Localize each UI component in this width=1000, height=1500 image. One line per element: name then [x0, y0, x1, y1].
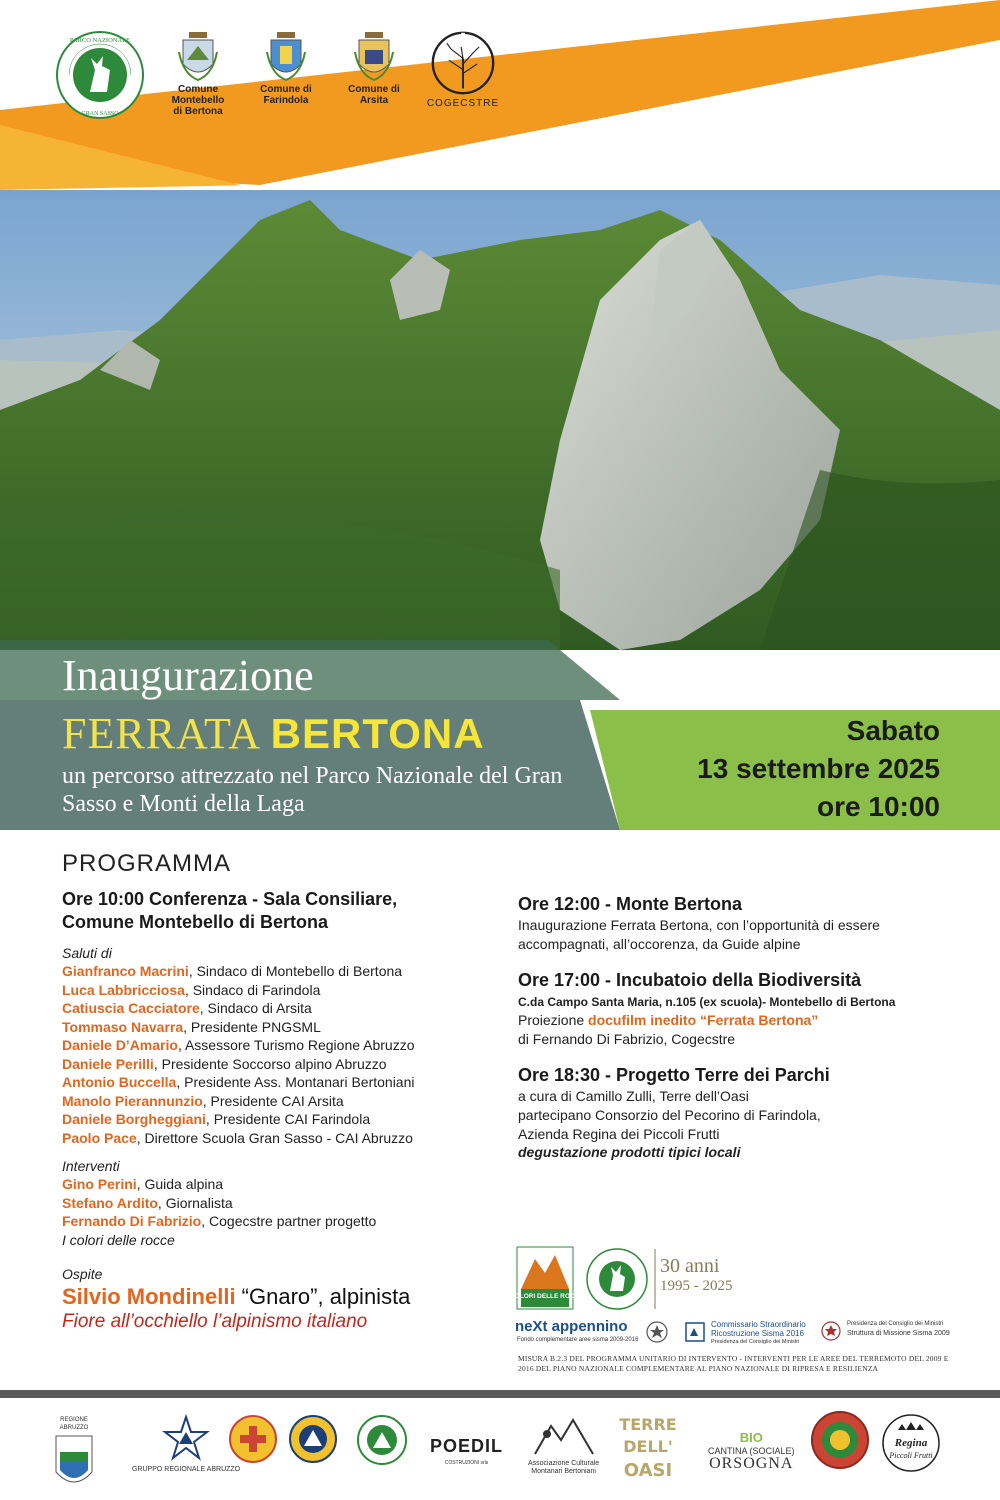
- title-ferrata-bertona: [62, 708, 485, 759]
- saluti-role: , Presidente CAI Arsita: [202, 1092, 344, 1109]
- regione-label: REGIONE ABRUZZO: [59, 1417, 89, 1431]
- partner-comune-farindola: [251, 30, 321, 106]
- scuola-gran-sasso-icon: [288, 1414, 338, 1464]
- saluti-name: Daniele Perilli: [62, 1055, 154, 1072]
- saluti-item: [62, 1055, 492, 1074]
- park-logo: [55, 30, 145, 125]
- event-1700-pre: Proiezione: [518, 1012, 589, 1028]
- ospite-name-rest: “Gnaro”, alpinista: [235, 1283, 411, 1309]
- colori-rocce-text: I COLORI DELLE ROCCE: [506, 1293, 584, 1300]
- saluti-name: Manolo Pierannunzio: [62, 1092, 203, 1109]
- pecorino-seal-icon: [810, 1410, 870, 1470]
- commissario-line-3: Presidenza del Consiglio dei Ministri: [711, 1339, 800, 1345]
- header: [0, 0, 1000, 190]
- comune-montebello-label: Comune Montebello di Bertona: [171, 84, 225, 117]
- saluti-item: [62, 1018, 492, 1037]
- poedil-text: POEDIL: [430, 1436, 504, 1456]
- saluti-role: , Presidente CAI Farindola: [205, 1111, 371, 1127]
- title-inaugurazione: Inaugurazione: [62, 651, 314, 700]
- saluti-list: [62, 962, 492, 1147]
- presidenza-emblem-icon: [820, 1320, 842, 1342]
- montebello-crest-icon: [177, 30, 219, 82]
- cantina-line-1: CANTINA (SOCIALE): [708, 1446, 795, 1456]
- cantina-line-2: ORSOGNA: [709, 1455, 794, 1472]
- interventi-list: [62, 1175, 492, 1231]
- ospite-label: Ospite: [62, 1265, 103, 1282]
- interventi-role: , Cogecstre partner progetto: [201, 1213, 377, 1229]
- partner-green-logo: [356, 1414, 408, 1466]
- saluti-role: , Sindaco di Farindola: [184, 981, 321, 998]
- comune-farindola-label: Comune di Farindola: [260, 84, 312, 106]
- anniversary-logos: [506, 1245, 955, 1315]
- event-1830-line-3: Azienda Regina dei Piccoli Frutti: [518, 1126, 720, 1142]
- poedil-sub: COSTRUZIONI srls: [444, 1460, 489, 1466]
- title-bertona: BERTONA: [270, 710, 485, 757]
- saluti-role: , Sindaco di Arsita: [199, 1000, 312, 1016]
- soccorso-alpino-icon: [228, 1414, 278, 1464]
- event-1700-title: Ore 17:00 - Incubatoio della Biodiversità: [518, 970, 862, 990]
- anniversary-30-anni: 30 anni: [660, 1255, 720, 1277]
- saluti-name: Luca Labbricciosa: [62, 981, 185, 998]
- ospite-description: Fiore all’occhiello l’alpinismo italiano: [62, 1310, 368, 1332]
- comune-arsita-label: Comune di Arsita: [348, 84, 400, 106]
- park-chamois-icon: [55, 30, 145, 120]
- event-1830-title: Ore 18:30 - Progetto Terre dei Parchi: [518, 1065, 830, 1085]
- cantina-bio-icon: BIO: [739, 1430, 763, 1445]
- next-appennino-logo: neXt appennino: [515, 1318, 628, 1335]
- saluti-role: , Assessore Turismo Regione Abruzzo: [177, 1037, 415, 1053]
- program-left-column: [62, 888, 492, 1333]
- svg-text:DELL': DELL': [623, 1437, 673, 1456]
- interventi-item: [62, 1175, 492, 1194]
- italian-emblem-icon: [645, 1320, 669, 1344]
- saluti-name: Catiuscia Cacciatore: [62, 1000, 200, 1016]
- funding-logos: [515, 1318, 965, 1346]
- terre-oasi-icon: [612, 1408, 684, 1484]
- event-1200-text-1: Inaugurazione Ferrata Bertona, con l’opportunità di essere: [518, 917, 880, 933]
- svg-text:Regina: Regina: [894, 1437, 928, 1449]
- saluti-name: Daniele D’Amario: [62, 1037, 178, 1053]
- interventi-name: Stefano Ardito: [62, 1194, 158, 1211]
- soccorso-alpino-logo: [228, 1414, 278, 1464]
- svg-text:Piccoli Frutti: Piccoli Frutti: [889, 1451, 933, 1460]
- saluti-role: , Direttore Scuola Gran Sasso - CAI Abruzzo: [136, 1129, 413, 1146]
- event-1830-line-1: a cura di Camillo Zulli, Terre dell’Oasi: [518, 1088, 749, 1104]
- saluti-item: [62, 1129, 492, 1148]
- cogecstre-tree-icon: [430, 30, 496, 96]
- commissario-line-2: Ricostruzione Sisma 2016: [711, 1329, 804, 1338]
- pecorino-farindola-logo: [810, 1410, 870, 1470]
- partner-comune-montebello: [163, 30, 233, 117]
- partner-cogecstre: [427, 30, 499, 109]
- cantina-orsogna-logo: [708, 1430, 795, 1473]
- regione-abruzzo-icon: [52, 1432, 96, 1492]
- saluti-role: , Presidente PNGSML: [183, 1018, 321, 1035]
- event-date: [697, 712, 940, 826]
- park-30-logo: [587, 1249, 647, 1309]
- date-day: Sabato: [846, 715, 940, 746]
- event-1830-line-2: partecipano Consorzio del Pecorino di Farindola,: [518, 1107, 821, 1123]
- misura-text: MISURA B.2.3 DEL PROGRAMMA UNITARIO DI INTERVENTO - INTERVENTI PER LE AREE DEL TERREMOTO DEL 2009 E 2016 DEL PIANO NAZIONALE COMPLEMENTARE AL PIANO NAZIONALE DI RIPRESA E RESILIENZA: [518, 1354, 949, 1373]
- anniversary-years: 1995 - 2025: [660, 1278, 733, 1294]
- next-appennino-sub: Fondo complementare aree sisma 2009-2016: [517, 1337, 639, 1343]
- ospite-name: [62, 1283, 492, 1311]
- program-heading: PROGRAMMA: [62, 850, 232, 877]
- saluti-name: Daniele Borgheggiani: [62, 1111, 206, 1127]
- saluti-name: Gianfranco Macrini: [62, 963, 189, 979]
- program-right-column: [518, 893, 958, 1160]
- regina-crown-icon: [880, 1412, 942, 1474]
- montanari-mountains-icon: [533, 1414, 595, 1458]
- interventi-name: Gino Perini: [62, 1176, 137, 1192]
- regina-piccoli-frutti-logo: [880, 1412, 942, 1474]
- saluti-role: , Presidente Ass. Montanari Bertoniani: [176, 1074, 415, 1090]
- cai-star-icon: [161, 1414, 211, 1464]
- date-date: 13 settembre 2025: [697, 753, 940, 784]
- svg-text:TERRE: TERRE: [619, 1415, 677, 1434]
- interventi-name: Fernando Di Fabrizio: [62, 1213, 202, 1229]
- terre-oasi-logo: [612, 1408, 684, 1484]
- partner-logos: [55, 30, 499, 130]
- saluti-label: Saluti di: [62, 945, 112, 961]
- saluti-role: , Presidente Soccorso alpino Abruzzo: [153, 1055, 387, 1072]
- arsita-crest-icon: [353, 30, 395, 82]
- interventi-item: [62, 1212, 492, 1231]
- saluti-name: Tommaso Navarra: [62, 1018, 184, 1035]
- saluti-item: [62, 1036, 492, 1055]
- cai-abruzzo-logo: [132, 1414, 240, 1474]
- partner-comune-arsita: [339, 30, 409, 106]
- event-1700-projection: [518, 1011, 958, 1030]
- montanari-label: Associazione Culturale Montanari Bertoniani: [528, 1460, 600, 1475]
- regione-abruzzo-logo: [52, 1414, 96, 1492]
- saluti-name: Paolo Pace: [62, 1129, 137, 1146]
- saluti-item: [62, 999, 492, 1018]
- cai-label: GRUPPO REGIONALE ABRUZZO: [132, 1466, 241, 1473]
- svg-text:GRAN SASSO: GRAN SASSO: [81, 111, 119, 117]
- conference-title-2: Comune Montebello di Bertona: [62, 912, 329, 932]
- poedil-logo: [430, 1436, 503, 1467]
- saluti-item: [62, 1110, 492, 1129]
- event-1700-film: docufilm inedito “Ferrata Bertona”: [588, 1012, 819, 1028]
- saluti-item: [62, 981, 492, 1000]
- event-1200-title: Ore 12:00 - Monte Bertona: [518, 894, 743, 914]
- ospite-name-bold: Silvio Mondinelli: [62, 1283, 236, 1309]
- conference-title-1: Ore 10:00 Conferenza - Sala Consiliare,: [62, 889, 398, 909]
- event-1700-place: C.da Campo Santa Maria, n.105 (ex scuola)- Montebello di Bertona: [518, 995, 896, 1009]
- title-ferrata: FERRATA: [62, 709, 259, 758]
- sponsor-footer: [0, 1398, 1000, 1500]
- interventi-role: , Guida alpina: [136, 1176, 224, 1192]
- presidenza-line-2: Struttura di Missione Sisma 2009: [847, 1330, 950, 1337]
- saluti-name: Antonio Buccella: [62, 1074, 177, 1090]
- farindola-crest-icon: [265, 30, 307, 82]
- commissario-icon: [685, 1322, 705, 1342]
- interventi-item: [62, 1194, 492, 1213]
- saluti-item: [62, 962, 492, 981]
- date-time: ore 10:00: [817, 791, 940, 822]
- footer-divider: [0, 1390, 1000, 1398]
- svg-text:PARCO NAZIONALE: PARCO NAZIONALE: [69, 37, 131, 44]
- event-1200-text-2: accompagnati, all’occorenza, da Guide alpine: [518, 936, 801, 952]
- event-1700-by: di Fernando Di Fabrizio, Cogecstre: [518, 1031, 736, 1047]
- cogecstre-label: COGECSTRE: [426, 98, 500, 109]
- partner-green-icon: [356, 1414, 408, 1466]
- commissario-line-1: Commissario Straordinario: [711, 1320, 806, 1329]
- svg-text:OASI: OASI: [623, 1460, 673, 1481]
- montanari-bertoniani-logo: [528, 1414, 599, 1476]
- colori-delle-rocce: I colori delle rocce: [62, 1231, 175, 1248]
- interventi-role: , Giornalista: [157, 1194, 233, 1211]
- saluti-role: , Sindaco di Montebello di Bertona: [188, 963, 403, 979]
- scuola-gran-sasso-logo: [288, 1414, 338, 1464]
- mountain-photo: [0, 190, 1000, 650]
- event-1830-line-4: degustazione prodotti tipici locali: [518, 1144, 741, 1160]
- presidenza-line-1: Presidenza del Consiglio dei Ministri: [847, 1321, 944, 1327]
- mountain-illustration: [0, 190, 1000, 650]
- saluti-item: [62, 1092, 492, 1111]
- interventi-label: Interventi: [62, 1158, 120, 1174]
- saluti-item: [62, 1073, 492, 1092]
- title-subtitle: un percorso attrezzato nel Parco Nazionale del Gran Sasso e Monti della Laga: [62, 763, 563, 817]
